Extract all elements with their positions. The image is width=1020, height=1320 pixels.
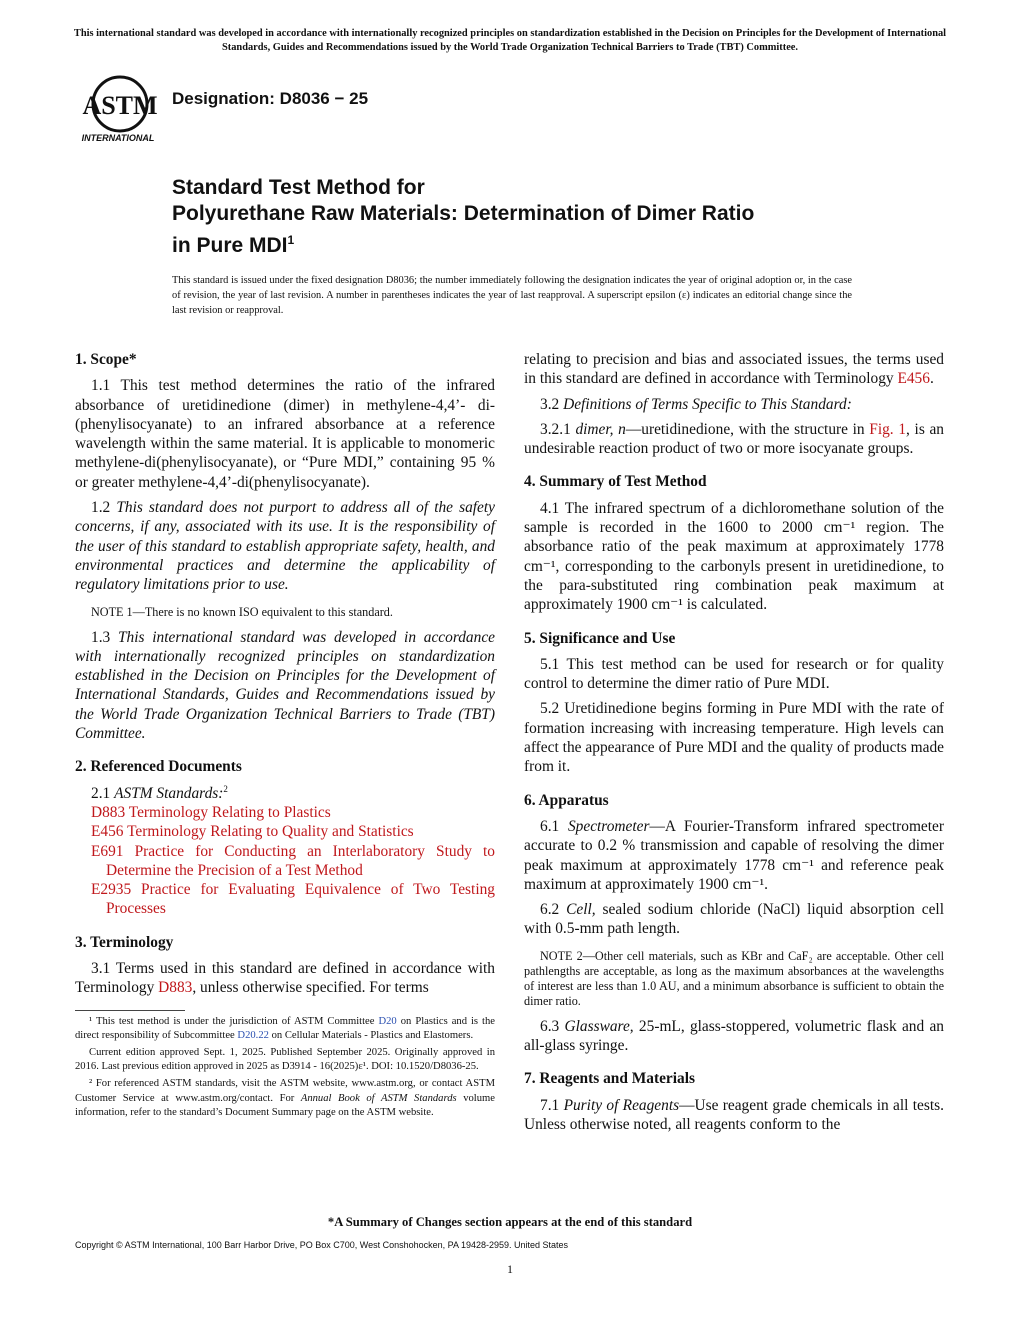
para-3-1-text-end: , unless otherwise specified. For terms bbox=[192, 979, 429, 997]
reference-code[interactable]: E691 bbox=[91, 842, 124, 860]
para-3-2 bbox=[524, 395, 944, 414]
para-1-3-num: 1.3 bbox=[91, 628, 118, 646]
para-1-2-text: This standard does not purport to address all of the safety concerns, if any, associated with its use. It is the responsibility of the user of this standard to establish appropriate safety, health, and environmental practices and determine the applicability of regulatory limitations prior to use. bbox=[75, 499, 495, 594]
right-column bbox=[524, 350, 944, 1140]
footnote-1 bbox=[75, 1015, 495, 1044]
designation: Designation: D8036 − 25 bbox=[172, 89, 369, 108]
footnote-2-text: ² For referenced ASTM standards, visit the ASTM website, www.astm.org, or contact ASTM Customer Service at www.astm.org/contact. For bbox=[75, 1077, 495, 1104]
reference-title[interactable]: Terminology Relating to Plastics bbox=[125, 803, 331, 821]
para-2-1-text: ASTM Standards: bbox=[114, 784, 224, 802]
document-title bbox=[172, 175, 872, 259]
title-line-1: Standard Test Method for bbox=[172, 176, 425, 199]
footnote-1-edition: Current edition approved Sept. 1, 2025. Published September 2025. Originally approved in 2016. Last previous edition approved in 2025 as D3914 - 16(2025)ε¹. DOI: 10.1520/D8036-25. bbox=[75, 1046, 495, 1073]
footnote-1-text-end: on Cellular Materials - Plastics and Elastomers. bbox=[268, 1030, 474, 1042]
reference-d883[interactable] bbox=[75, 803, 495, 822]
para-5-2: 5.2 Uretidinedione begins forming in Pure MDI with the rate of formation increasing with increasing temperature. High levels can affect the appearance of Pure MDI and the quality of products made from it. bbox=[524, 700, 944, 776]
section-heading-significance: 5. Significance and Use bbox=[524, 629, 676, 647]
footnote-1-text-mid: on Plastics and is the direct responsibility of Subcommittee bbox=[75, 1015, 495, 1042]
para-3-2-1-num: 3.2.1 bbox=[540, 420, 576, 438]
reference-code[interactable]: E2935 bbox=[91, 881, 132, 899]
para-6-3-text: 25-mL, glass-stoppered, volumetric flask and an all-glass syringe. bbox=[524, 1017, 945, 1055]
footnote-divider bbox=[75, 1010, 185, 1011]
footnote-2-italic: Annual Book of ASTM Standards bbox=[300, 1092, 457, 1104]
para-1-3-text: This international standard was developed in accordance with internationally recognized principles on standardization established in the Decision on Principles for the Development of International Standards, Guides and Recommendations issued by the World Trade Organization Technical Barriers to Trade (TBT) Committee. bbox=[75, 628, 495, 743]
note-1: NOTE 1—There is no known ISO equivalent to this standard. bbox=[91, 604, 393, 619]
para-2-1 bbox=[75, 784, 495, 803]
section-heading-summary: 4. Summary of Test Method bbox=[524, 473, 707, 491]
para-3-1-cont-text: relating to precision and bias and associated issues, the terms used in this standard are defined in accordance with Terminology bbox=[524, 351, 944, 388]
para-1-3 bbox=[75, 628, 495, 744]
page-number: 1 bbox=[507, 1262, 513, 1276]
para-4-1: 4.1 The infrared spectrum of a dichloromethane solution of the sample is recorded in the 1600 to 2000 cm⁻¹ region. The absorbance ratio of the peak maximum at approximately 1778 cm⁻¹, corresponding to the carbonyls present in uretidinedione, to the para-substituted ring combination peak maximum at approximately 1900 cm⁻¹ is calculated. bbox=[524, 499, 944, 614]
para-5-1: 5.1 This test method can be used for research or for quality control to determine the dimer ratio of Pure MDI. bbox=[524, 655, 944, 693]
para-6-2 bbox=[524, 900, 944, 939]
para-3-2-1 bbox=[524, 420, 944, 459]
reference-e456[interactable] bbox=[75, 822, 495, 841]
para-1-2 bbox=[75, 498, 495, 594]
title-line-2: Polyurethane Raw Materials: Determination of Dimer Ratio bbox=[172, 202, 755, 225]
left-column bbox=[75, 350, 495, 1123]
para-3-1 bbox=[75, 959, 495, 998]
copyright-line: Copyright © ASTM International, 100 Barr Harbor Drive, PO Box C700, West Conshohocken, PA 19428-2959. United States bbox=[75, 1240, 569, 1250]
reference-e691[interactable] bbox=[75, 842, 495, 881]
section-heading-reagents: 7. Reagents and Materials bbox=[524, 1070, 695, 1088]
term-spectrometer: Spectrometer bbox=[567, 817, 650, 835]
para-6-3-num: 6.3 bbox=[540, 1017, 565, 1035]
para-3-1-cont-end: . bbox=[929, 370, 934, 388]
section-heading-referenced-documents: 2. Referenced Documents bbox=[75, 758, 242, 776]
reference-title[interactable]: Practice for Evaluating Equivalence of Two Testing Processes bbox=[106, 881, 495, 918]
section-heading-scope: 1. Scope* bbox=[75, 351, 137, 368]
term-cell: Cell, bbox=[566, 901, 596, 919]
link-fig-1[interactable]: Fig. 1 bbox=[869, 420, 907, 438]
designation-intro: This standard is issued under the fixed designation D8036; the number immediately following the designation indicates the year of original adoption or, in the case of revision, the year of last revision. A number in parentheses indicates the year of last reapproval. A superscript epsilon (ε) indicates an editorial change since the last revision or reapproval. bbox=[172, 275, 852, 316]
link-committee-d20[interactable]: D20 bbox=[378, 1015, 397, 1027]
para-1-1: 1.1 This test method determines the ratio of the infrared absorbance of uretidinedione (dimer) in methylene-4,4’- di-(phenylisocyanate) to an infrared absorbance at a reference wavelength within the same material. It is applicable to monomeric methylene-di(phenylisocyanate), or “Pure MDI,” containing 95 % or greater methylene-4,4’-di(phenylisocyanate). bbox=[75, 377, 495, 491]
term-glassware: Glassware, bbox=[564, 1017, 634, 1035]
link-d883[interactable]: D883 bbox=[158, 979, 193, 997]
para-6-1-text: —A Fourier-Transform infrared spectrometer accurate to 0.2 % transmission and capable of resolving the dimer peak maximum at approximately 1778 cm⁻¹ and reference peak maximum at approximately 1900 cm⁻¹. bbox=[524, 817, 944, 893]
para-3-2-1-text-end: , is an undesirable reaction product of two or more isocyanate groups. bbox=[524, 420, 944, 458]
para-2-1-num: 2.1 bbox=[91, 784, 115, 802]
title-line-3-text: in Pure MDI bbox=[172, 234, 288, 257]
section-heading-apparatus: 6. Apparatus bbox=[524, 791, 609, 809]
para-7-1-text: —Use reagent grade chemicals in all tests. Unless otherwise noted, all reagents conform to the bbox=[524, 1096, 944, 1133]
term-purity-of-reagents: Purity of Reagents bbox=[563, 1096, 680, 1114]
footnote-2 bbox=[75, 1077, 495, 1121]
astm-logo bbox=[74, 74, 166, 148]
title-line-3 bbox=[172, 227, 872, 259]
reference-code[interactable]: D883 bbox=[91, 803, 126, 821]
para-6-2-num: 6.2 bbox=[540, 901, 567, 919]
reference-title[interactable]: Terminology Relating to Quality and Statistics bbox=[123, 823, 414, 841]
reference-e2935[interactable] bbox=[75, 880, 495, 919]
reference-title[interactable]: Practice for Conducting an Interlaboratory Study to Determine the Precision of a Test Method bbox=[106, 842, 495, 879]
link-e456[interactable]: E456 bbox=[897, 370, 930, 388]
para-6-1 bbox=[524, 817, 944, 894]
footnote-ref-2[interactable]: 2 bbox=[223, 783, 228, 794]
title-footnote-mark[interactable]: 1 bbox=[287, 233, 295, 247]
para-1-2-num: 1.2 bbox=[91, 499, 117, 517]
para-3-2-text: Definitions of Terms Specific to This Standard: bbox=[563, 395, 852, 413]
summary-of-changes-note: *A Summary of Changes section appears at the end of this standard bbox=[327, 1215, 693, 1229]
footnote-1-text: ¹ This test method is under the jurisdiction of ASTM Committee bbox=[89, 1015, 379, 1027]
logo-text: ASTM bbox=[82, 91, 158, 120]
logo-subtext: INTERNATIONAL bbox=[81, 133, 155, 143]
para-7-1-num: 7.1 bbox=[540, 1096, 564, 1114]
para-3-2-1-text: —uretidinedione, with the structure in bbox=[625, 420, 870, 438]
note-2: NOTE 2—Other cell materials, such as KBr and CaF₂ are acceptable. Other cell pathlengths are acceptable, as long as the maximum absorbances at the wavelengths of interest are less than 1.0 AU, and a minimum absorbance is sufficient to obtain the dimer ratio. bbox=[524, 948, 944, 1008]
para-3-1-text: 3.1 Terms used in this standard are defined in accordance with Terminology bbox=[75, 960, 495, 997]
para-6-2-text: sealed sodium chloride (NaCl) liquid absorption cell with 0.5-mm path length. bbox=[524, 901, 944, 938]
term-dimer: dimer, n bbox=[575, 420, 626, 438]
para-6-1-num: 6.1 bbox=[540, 817, 568, 835]
para-6-3 bbox=[524, 1017, 944, 1056]
tbt-notice: This international standard was developed in accordance with internationally recognized principles on standardization established in the Decision on Principles for the Development of International Standards, Guides and Recommendations issued by the World Trade Organization Technical Barriers to Trade (TBT) Committee. bbox=[73, 28, 947, 53]
para-3-1-continued bbox=[524, 350, 944, 389]
section-heading-terminology: 3. Terminology bbox=[75, 933, 174, 951]
link-subcommittee-d20-22[interactable]: D20.22 bbox=[237, 1030, 269, 1042]
reference-code[interactable]: E456 bbox=[91, 823, 124, 841]
footnote-2-text-end: volume information, refer to the standard’s Document Summary page on the ASTM website. bbox=[75, 1092, 495, 1119]
para-3-2-num: 3.2 bbox=[540, 395, 564, 413]
para-7-1 bbox=[524, 1096, 944, 1135]
